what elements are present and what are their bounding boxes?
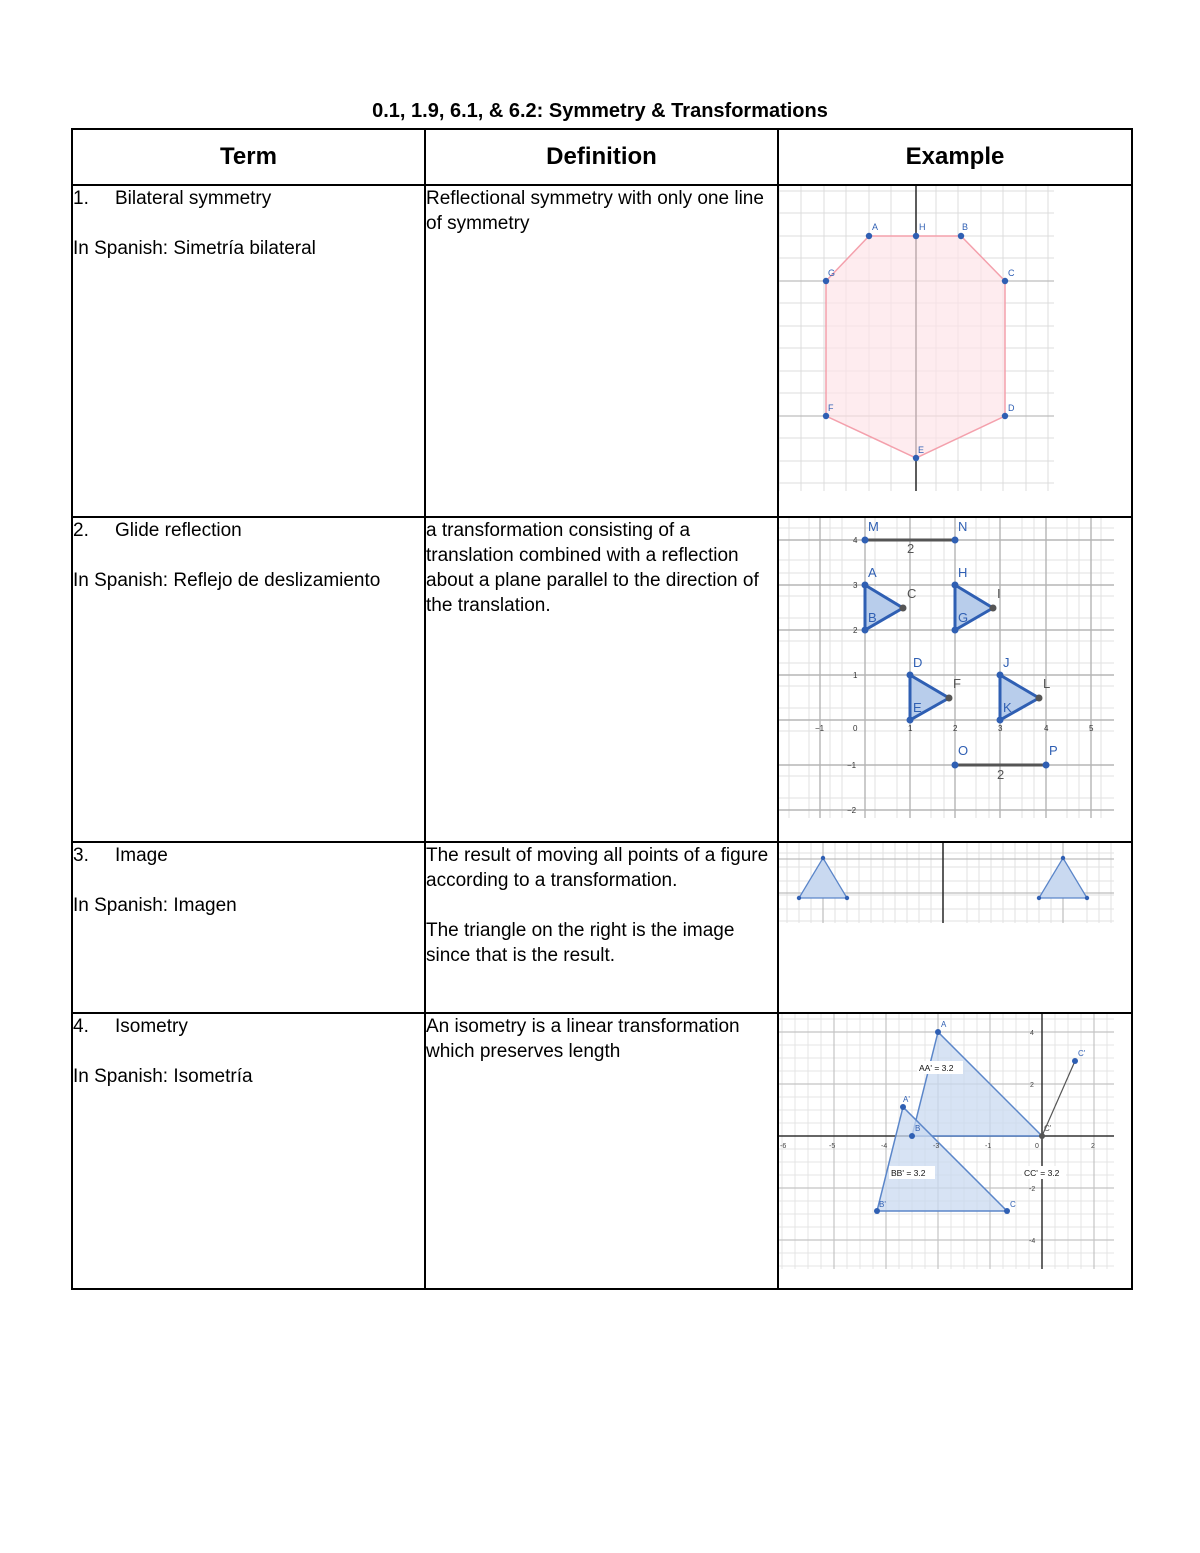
spanish-term: In Spanish: Reflejo de deslizamiento <box>73 570 381 591</box>
y-tick: 3 <box>853 581 858 590</box>
term-cell <box>72 185 425 517</box>
image-triangle <box>1039 858 1087 898</box>
spanish-term: In Spanish: Isometría <box>73 1066 253 1087</box>
row-number: 1. <box>73 188 89 209</box>
point-label: H <box>958 565 968 580</box>
segment-label: 2 <box>907 541 915 556</box>
header-definition: Definition <box>425 129 778 185</box>
point-label: C' <box>1078 1049 1086 1058</box>
point-label: N <box>958 519 968 534</box>
y-tick: -4 <box>1029 1238 1036 1245</box>
page-title: 0.1, 1.9, 6.1, & 6.2: Symmetry & Transformations <box>372 100 828 122</box>
y-tick: 0 <box>853 724 858 733</box>
point-label: C <box>1010 1200 1016 1209</box>
example-cell <box>778 517 1132 842</box>
bilateral-symmetry-figure <box>779 186 1054 491</box>
point-label: K <box>1003 700 1012 715</box>
definition-text: Reflectional symmetry with only one line of symmetry <box>426 188 764 234</box>
definition-text: An isometry is a linear transformation which preserves length <box>426 1016 740 1062</box>
measure-aa: AA' = 3.2 <box>919 1063 954 1073</box>
term-name: Image <box>115 845 168 866</box>
image-figure <box>779 843 1114 923</box>
isometry-figure <box>779 1014 1114 1269</box>
y-tick: 4 <box>1030 1030 1034 1037</box>
definition-cell <box>425 517 778 842</box>
x-tick: 4 <box>1044 724 1049 733</box>
example-cell <box>778 185 1132 517</box>
x-tick: 1 <box>908 724 913 733</box>
header-example: Example <box>778 129 1132 185</box>
x-tick: 0 <box>1035 1143 1039 1150</box>
point-label: A <box>872 222 879 232</box>
y-tick: 1 <box>853 671 858 680</box>
definition-cell <box>425 1013 778 1289</box>
example-cell <box>778 1013 1132 1289</box>
x-tick: -5 <box>829 1143 836 1150</box>
point-label: F <box>828 403 834 413</box>
x-tick: −1 <box>815 724 825 733</box>
definition-cell <box>425 842 778 1013</box>
term-cell <box>72 517 425 842</box>
spanish-term: In Spanish: Simetría bilateral <box>73 238 316 259</box>
point-label: C <box>907 586 917 601</box>
point-label: H <box>919 222 926 232</box>
x-tick: -4 <box>881 1143 888 1150</box>
point-label: B <box>868 610 877 625</box>
x-tick: -1 <box>985 1143 992 1150</box>
point-label: E <box>913 700 922 715</box>
x-tick: -3 <box>933 1143 940 1150</box>
point-label: A <box>941 1020 947 1029</box>
y-tick: -2 <box>1029 1186 1036 1193</box>
terms-table <box>71 128 1133 1290</box>
definition-cell <box>425 185 778 517</box>
point-label: O <box>958 743 969 758</box>
row-number: 2. <box>73 520 89 541</box>
segment-label: 2 <box>997 767 1005 782</box>
octagon-shape <box>826 236 1005 458</box>
point-label: D <box>913 655 923 670</box>
row-number: 4. <box>73 1016 89 1037</box>
point-label: P <box>1049 743 1058 758</box>
definition-text: a transformation consisting of a translation combined with a reflection about a plane parallel to the direction of the translation. <box>426 520 759 616</box>
x-tick: 3 <box>998 724 1003 733</box>
table-row <box>72 517 1132 842</box>
y-tick: 2 <box>1030 1082 1034 1089</box>
row-number: 3. <box>73 845 89 866</box>
definition-text: The triangle on the right is the image since that is the result. <box>426 920 735 966</box>
point-label: A' <box>903 1095 910 1104</box>
point-label: M <box>868 519 879 534</box>
point-label: B <box>962 222 969 232</box>
glide-reflection-figure <box>779 518 1114 818</box>
table-row <box>72 185 1132 517</box>
y-tick: −2 <box>847 806 857 815</box>
point-label: G <box>958 610 969 625</box>
term-cell <box>72 842 425 1013</box>
point-label: B <box>915 1124 921 1133</box>
point-label: A <box>868 565 877 580</box>
point-label: F <box>953 676 961 691</box>
measure-cc: CC' = 3.2 <box>1024 1168 1060 1178</box>
preimage-triangle <box>799 858 847 898</box>
point-label: J <box>1003 655 1010 670</box>
point-label: B' <box>879 1200 886 1209</box>
x-tick: 2 <box>1091 1143 1095 1150</box>
y-tick: 4 <box>853 536 858 545</box>
x-tick: 5 <box>1089 724 1094 733</box>
y-tick: 2 <box>853 626 858 635</box>
point-label: E <box>918 445 925 455</box>
header-row <box>72 129 1132 185</box>
measure-bb: BB' = 3.2 <box>891 1168 926 1178</box>
x-tick: 2 <box>953 724 958 733</box>
definition-text: The result of moving all points of a figure according to a transformation. <box>426 845 769 891</box>
term-cell <box>72 1013 425 1289</box>
term-name: Glide reflection <box>115 520 242 541</box>
point-label: G <box>828 268 836 278</box>
point-label: C <box>1008 268 1015 278</box>
point-label: I <box>997 586 1001 601</box>
point-label: C' <box>1044 1124 1052 1133</box>
table-row <box>72 842 1132 1013</box>
point-label: L <box>1043 676 1051 691</box>
example-cell <box>778 842 1132 1013</box>
term-name: Bilateral symmetry <box>115 188 272 209</box>
header-term: Term <box>72 129 425 185</box>
x-tick: -6 <box>780 1143 787 1150</box>
point-label: D <box>1008 403 1015 413</box>
spanish-term: In Spanish: Imagen <box>73 895 237 916</box>
y-tick: −1 <box>847 761 857 770</box>
table-row <box>72 1013 1132 1289</box>
term-name: Isometry <box>115 1016 188 1037</box>
